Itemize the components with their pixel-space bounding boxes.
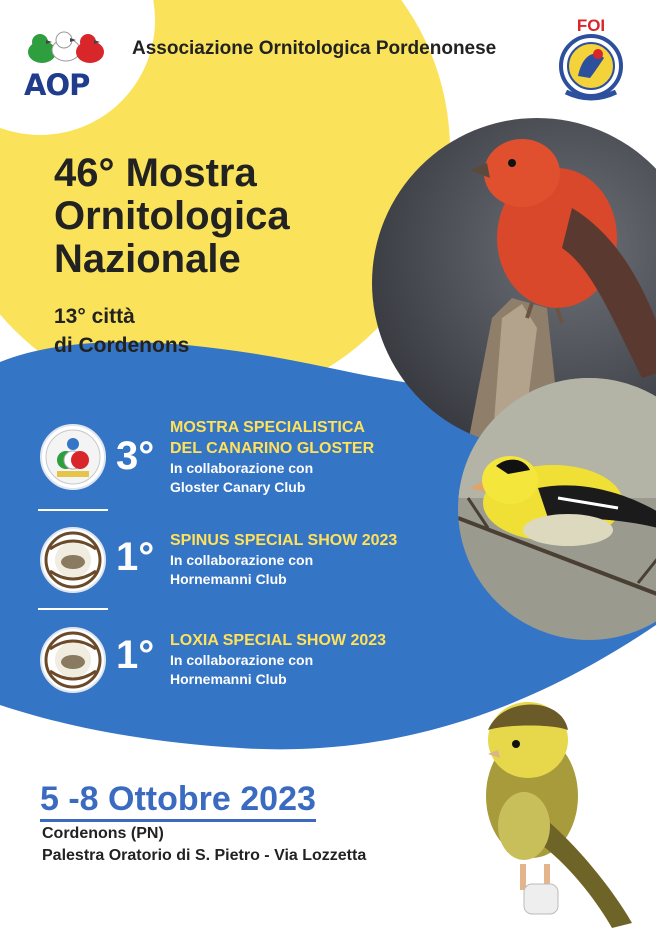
- gloster-club-badge: [40, 424, 106, 490]
- gloster-canary-photo: [462, 688, 656, 931]
- show-title: DEL CANARINO GLOSTER: [170, 440, 375, 457]
- show-title: LOXIA SPECIAL SHOW 2023: [170, 632, 387, 649]
- show-ordinal: 1°: [116, 633, 155, 677]
- aop-birds-icon: [18, 16, 116, 76]
- hornemanni-club-badge: [40, 627, 106, 693]
- gloster-canary-illustration: [462, 688, 656, 931]
- foi-emblem-icon: [552, 12, 630, 102]
- show-collaboration: In collaborazione con: [170, 552, 314, 568]
- hornemanni-club-logo-icon: [42, 629, 104, 691]
- aop-logo: [18, 16, 116, 102]
- show-collaboration-club: Hornemanni Club: [170, 571, 287, 587]
- event-venue: Palestra Oratorio di S. Pietro - Via Lozzetta: [42, 847, 367, 864]
- event-title: [54, 152, 384, 281]
- association-name: Associazione Ornitologica Pordenonese: [132, 38, 497, 59]
- event-subtitle-line: di Cordenons: [54, 334, 190, 357]
- show-ordinal: 3°: [116, 434, 155, 478]
- gloster-club-logo-icon: [42, 426, 104, 488]
- event-city: Cordenons (PN): [42, 825, 164, 842]
- show-details: [170, 630, 386, 689]
- event-subtitle: [54, 302, 189, 360]
- event-subtitle-line: 13° città: [54, 305, 135, 328]
- event-title-line: Ornitologica: [54, 194, 290, 238]
- show-collaboration-club: Hornemanni Club: [170, 671, 287, 687]
- hornemanni-club-logo-icon: [42, 529, 104, 591]
- event-title-line: Nazionale: [54, 237, 241, 281]
- show-title: SPINUS SPECIAL SHOW 2023: [170, 532, 398, 549]
- event-dates: 5 -8 Ottobre 2023: [40, 780, 316, 822]
- aop-logo-text: AOP: [24, 68, 90, 102]
- foi-logo-text: FOI: [576, 16, 606, 35]
- divider: [38, 509, 108, 511]
- show-collaboration: In collaborazione con: [170, 460, 314, 476]
- foi-logo: [552, 12, 630, 102]
- event-title-line: 46° Mostra: [54, 151, 257, 195]
- show-details: [170, 530, 397, 589]
- show-details: [170, 417, 374, 497]
- hornemanni-club-badge: [40, 527, 106, 593]
- divider: [38, 608, 108, 610]
- show-ordinal: 1°: [116, 535, 155, 579]
- show-collaboration: In collaborazione con: [170, 652, 314, 668]
- show-title: MOSTRA SPECIALISTICA: [170, 419, 365, 436]
- show-collaboration-club: Gloster Canary Club: [170, 479, 306, 495]
